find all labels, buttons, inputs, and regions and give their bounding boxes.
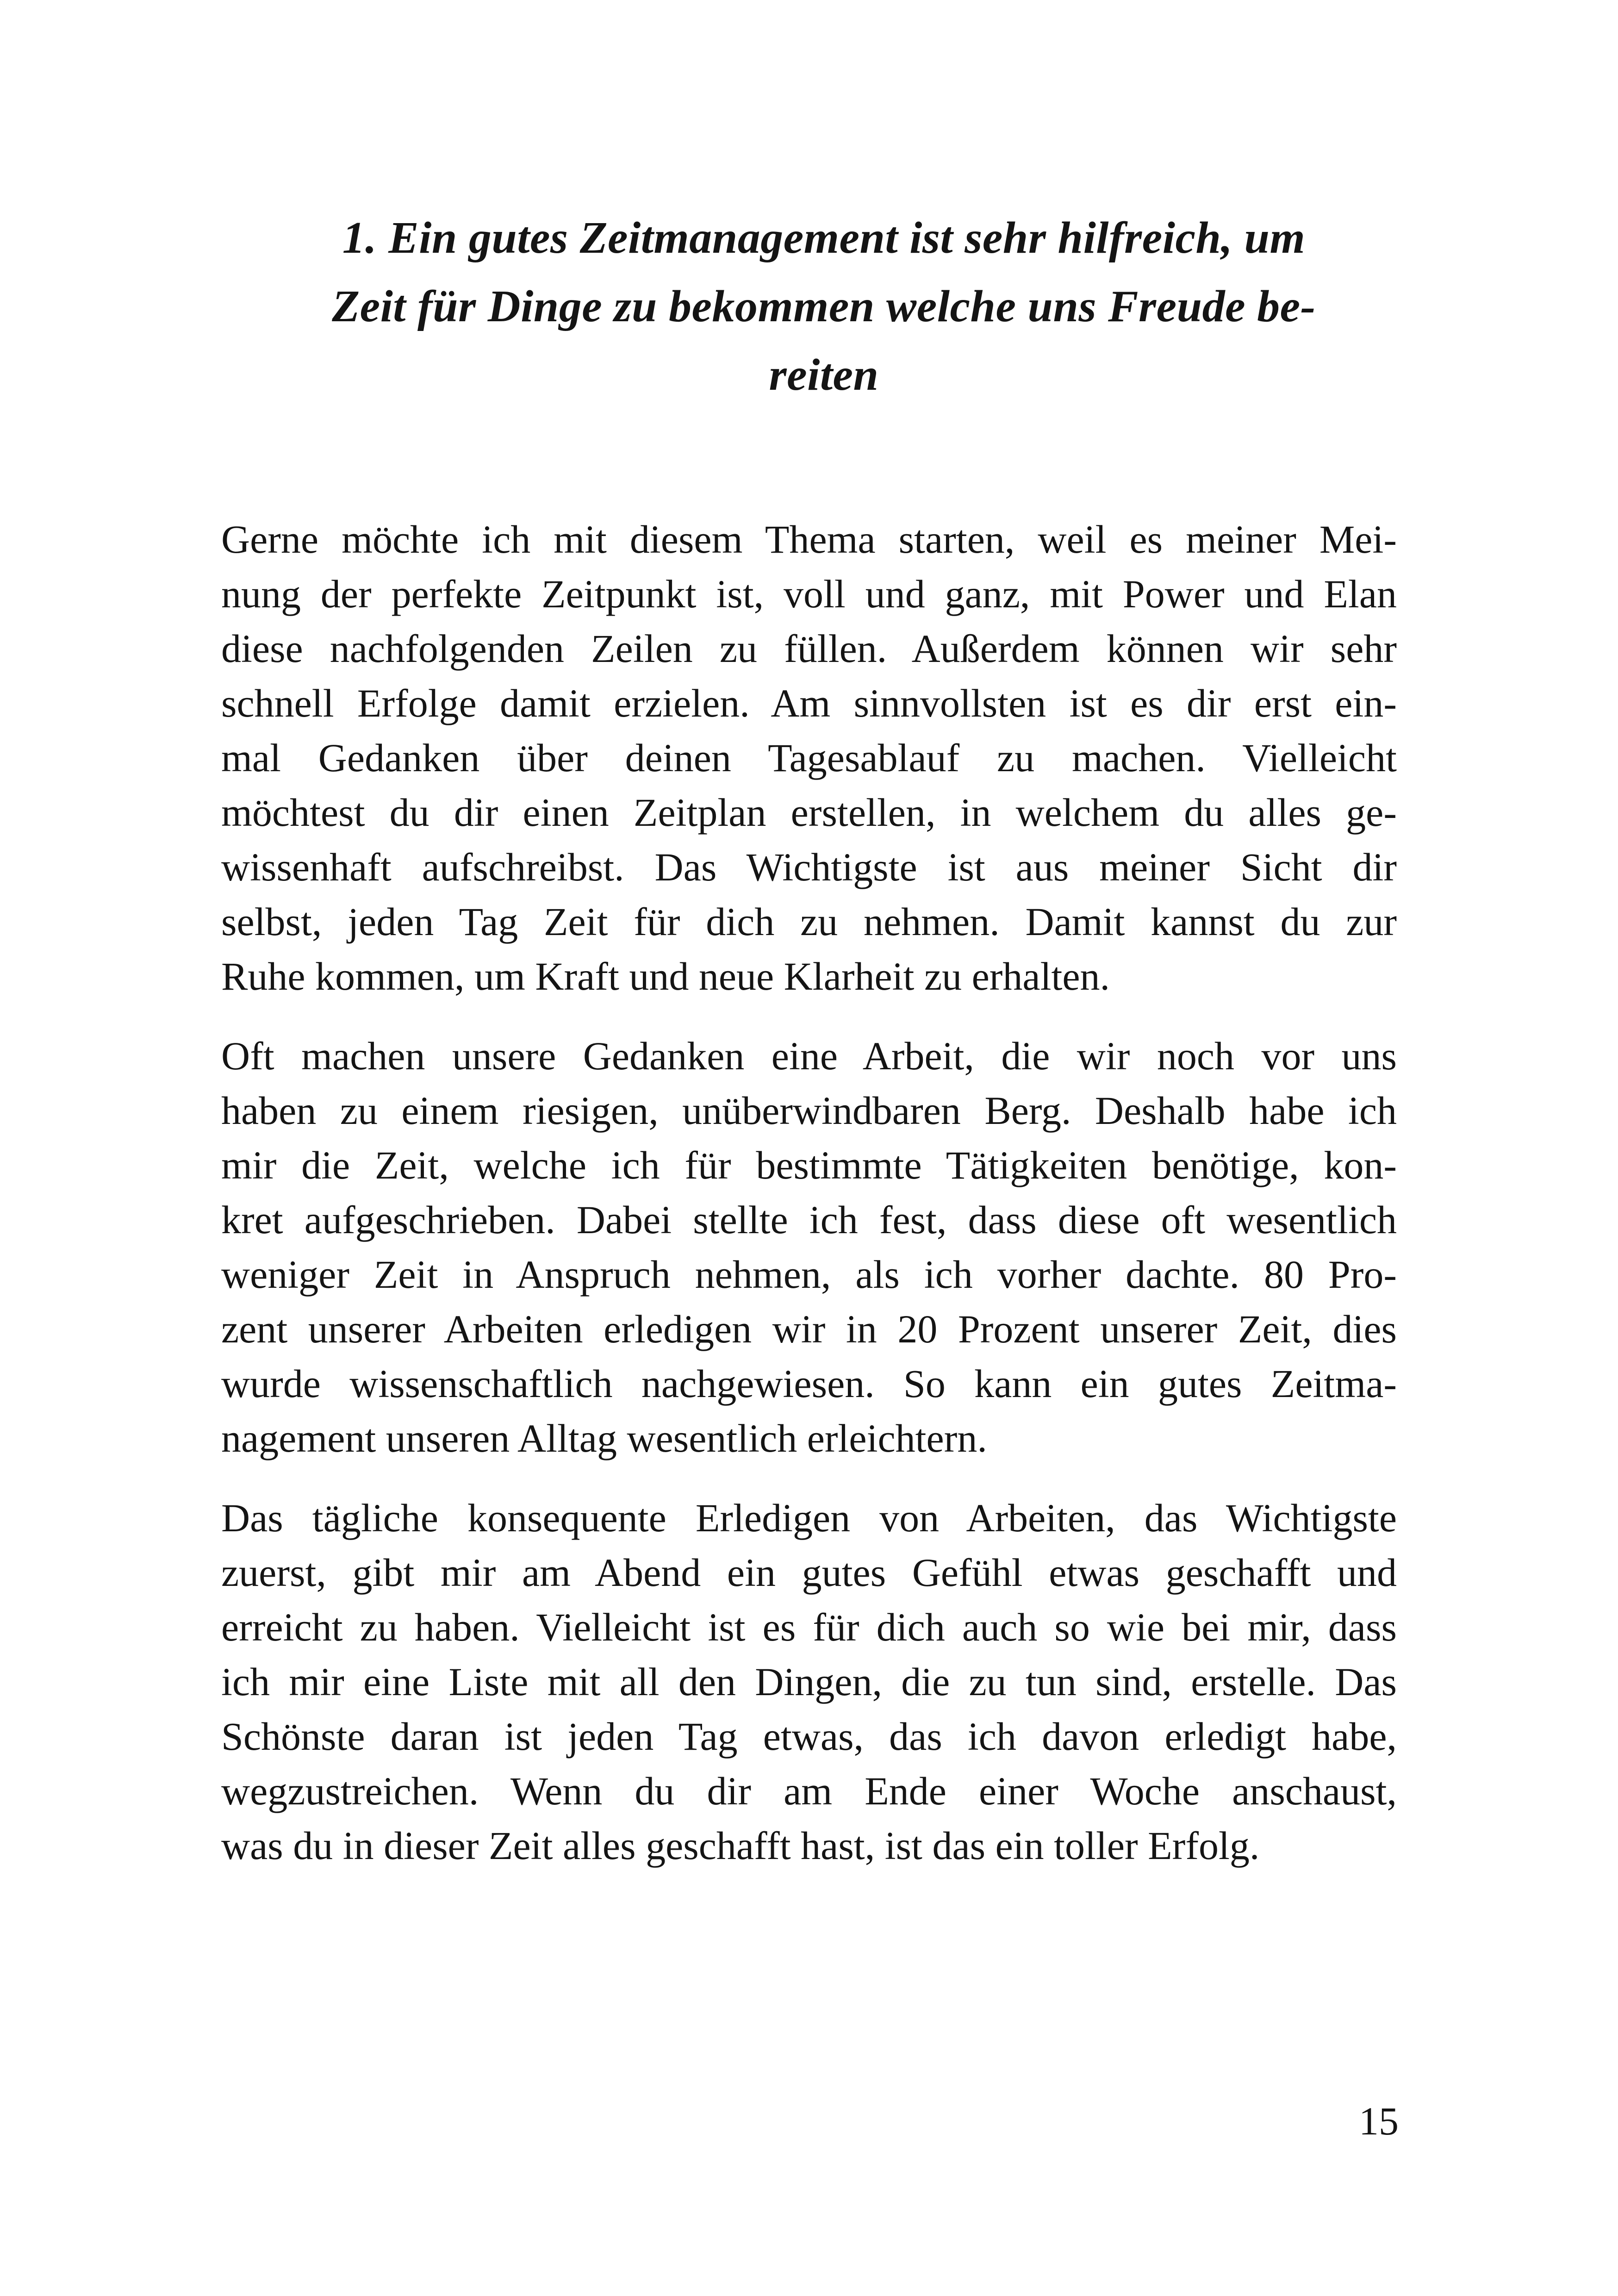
text-line: erreicht zu haben. Vielleicht ist es für dich auch so wie bei mir, dass xyxy=(221,1605,1397,1649)
text-line: was du in dieser Zeit alles geschafft hast, ist das ein toller Erfolg. xyxy=(221,1823,1260,1868)
chapter-title-line: reiten xyxy=(769,350,879,400)
text-line: möchtest du dir einen Zeitplan erstellen, in welchem du alles ge- xyxy=(221,790,1397,835)
text-line: zuerst, gibt mir am Abend ein gutes Gefühl etwas geschafft und xyxy=(221,1550,1397,1595)
text-line: ich mir eine Liste mit all den Dingen, die zu tun sind, erstelle. Das xyxy=(221,1660,1397,1704)
text-line: Das tägliche konsequente Erledigen von Arbeiten, das Wichtigste xyxy=(221,1496,1397,1540)
text-line: mal Gedanken über deinen Tagesablauf zu machen. Vielleicht xyxy=(221,736,1397,780)
page-number: 15 xyxy=(1359,2099,1399,2143)
paragraph-3 xyxy=(221,1491,1397,1873)
text-line: Oft machen unsere Gedanken eine Arbeit, die wir noch vor uns xyxy=(221,1034,1397,1078)
paragraph-1 xyxy=(221,512,1397,1004)
text-line: Gerne möchte ich mit diesem Thema starten, weil es meiner Mei- xyxy=(221,517,1397,562)
text-line: wurde wissenschaftlich nachgewiesen. So kann ein gutes Zeitma- xyxy=(221,1361,1397,1406)
chapter-title-line: Zeit für Dinge zu bekommen welche uns Freude be- xyxy=(332,281,1316,331)
text-line: wissenhaft aufschreibst. Das Wichtigste ist aus meiner Sicht dir xyxy=(221,845,1397,889)
text-line: Schönste daran ist jeden Tag etwas, das ich davon erledigt habe, xyxy=(221,1714,1397,1759)
text-line: mir die Zeit, welche ich für bestimmte Tätigkeiten benötige, kon- xyxy=(221,1143,1397,1187)
text-line: diese nachfolgenden Zeilen zu füllen. Außerdem können wir sehr xyxy=(221,626,1397,671)
chapter-title xyxy=(259,204,1388,409)
text-line: nagement unseren Alltag wesentlich erleichtern. xyxy=(221,1416,987,1460)
text-line: selbst, jeden Tag Zeit für dich zu nehmen. Damit kannst du zur xyxy=(221,899,1397,944)
text-line: zent unserer Arbeiten erledigen wir in 20 Prozent unserer Zeit, dies xyxy=(221,1307,1397,1351)
text-line: haben zu einem riesigen, unüberwindbaren Berg. Deshalb habe ich xyxy=(221,1088,1397,1133)
text-line: wegzustreichen. Wenn du dir am Ende einer Woche anschaust, xyxy=(221,1769,1397,1813)
text-line: weniger Zeit in Anspruch nehmen, als ich vorher dachte. 80 Pro- xyxy=(221,1252,1397,1297)
text-line: schnell Erfolge damit erzielen. Am sinnvollsten ist es dir erst ein- xyxy=(221,681,1397,725)
text-line: nung der perfekte Zeitpunkt ist, voll und ganz, mit Power und Elan xyxy=(221,572,1397,616)
paragraph-2 xyxy=(221,1029,1397,1466)
text-line: Ruhe kommen, um Kraft und neue Klarheit zu erhalten. xyxy=(221,954,1110,998)
chapter-title-line: 1. Ein gutes Zeitmanagement ist sehr hilfreich, um xyxy=(342,213,1306,263)
text-line: kret aufgeschrieben. Dabei stellte ich fest, dass diese oft wesentlich xyxy=(221,1198,1397,1242)
